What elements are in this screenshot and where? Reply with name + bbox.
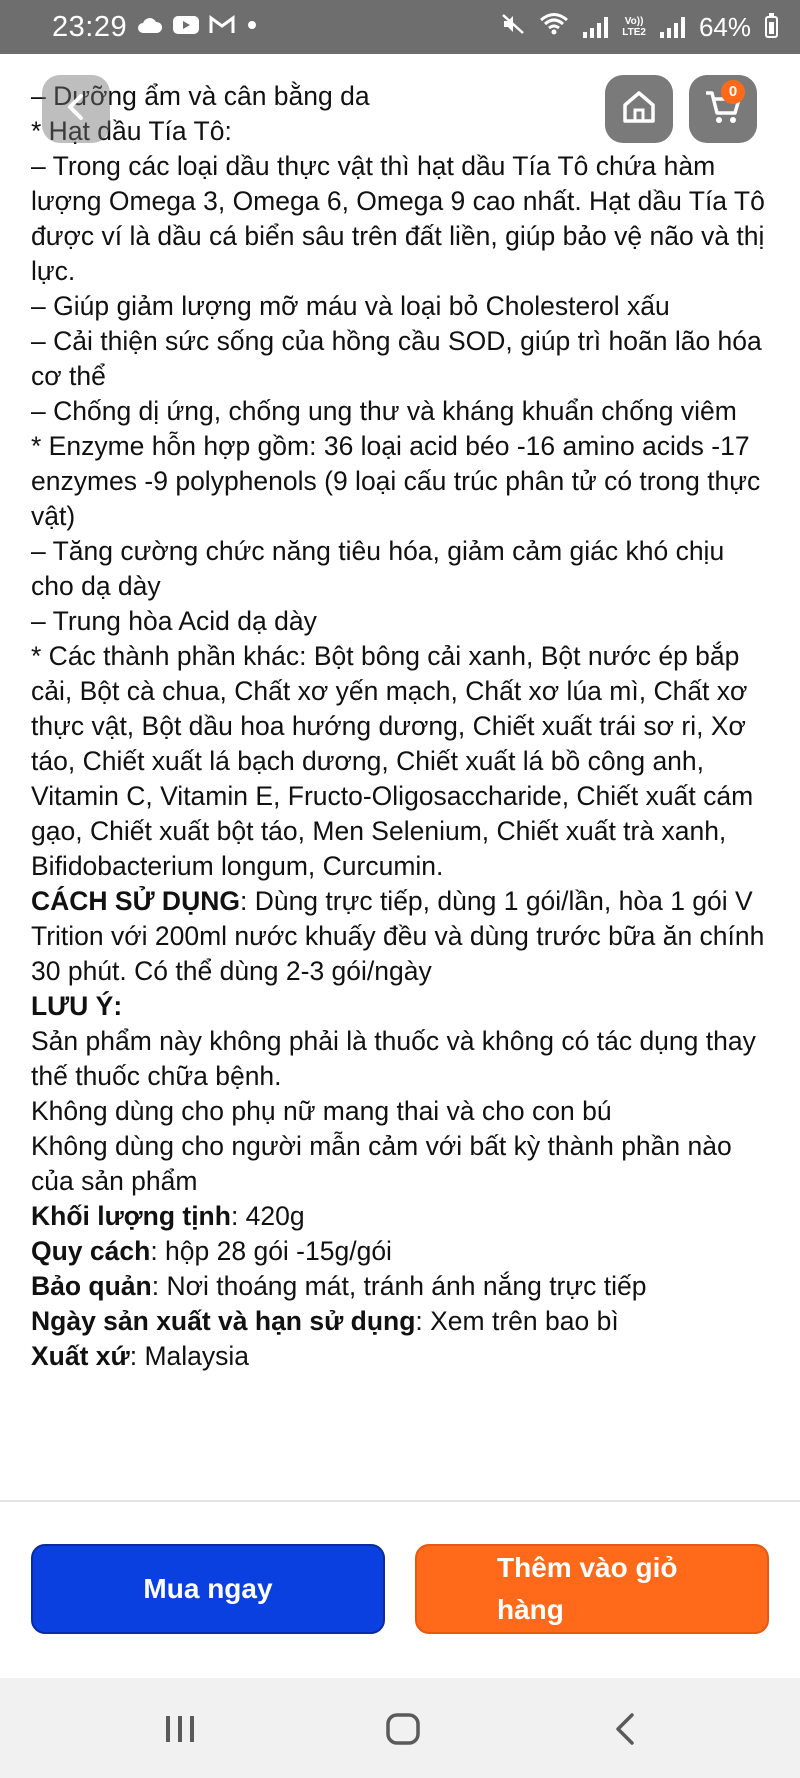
home-nav-icon[interactable] [385, 1712, 421, 1751]
note-heading [31, 989, 771, 1024]
spec-value: : hộp 28 gói -15g/gói [150, 1236, 392, 1266]
status-bar-right [501, 12, 778, 43]
spec-value: : Xem trên bao bì [415, 1306, 619, 1336]
description-line: * Hạt dầu Tía Tô: [31, 116, 232, 146]
dot-icon [245, 18, 259, 37]
product-description [31, 79, 771, 1374]
buy-now-button[interactable]: Mua ngay [31, 1544, 385, 1634]
battery-icon [765, 16, 778, 38]
cloud-icon [137, 16, 163, 39]
note-line: Sản phẩm này không phải là thuốc và không có tác dụng thay thế thuốc chữa bệnh. [31, 1026, 756, 1091]
spec-value: : 420g [230, 1201, 305, 1231]
description-line: – Dưỡng ẩm và cân bằng da [31, 81, 370, 111]
note-label: LƯU Ý: [31, 991, 123, 1021]
spec-row [31, 1304, 771, 1339]
spec-label: Xuất xứ [31, 1341, 130, 1371]
description-line: – Cải thiện sức sống của hồng cầu SOD, giúp trì hoãn lão hóa cơ thể [31, 326, 762, 391]
spec-value: : Nơi thoáng mát, tránh ánh nắng trực tiếp [151, 1271, 647, 1301]
back-button[interactable] [42, 75, 110, 143]
mute-icon [501, 12, 525, 43]
add-to-cart-label: Thêm vào giỏ hàng [497, 1552, 678, 1625]
network-label: Vo)) LTE2 [622, 16, 646, 38]
battery-percent: 64% [698, 11, 751, 42]
usage-text: : Dùng trực tiếp, dùng 1 gói/lần, hòa 1 gói V Trition với 200ml nước khuấy đều và dùng trước bữa ăn chính 30 phút. Có thể dùng 2-3 gói/ngày [31, 886, 765, 986]
spec-row [31, 1199, 771, 1234]
note-line: Không dùng cho người mẫn cảm với bất kỳ thành phần nào của sản phẩm [31, 1131, 732, 1196]
note-line: Không dùng cho phụ nữ mang thai và cho con bú [31, 1096, 612, 1126]
description-line: – Giúp giảm lượng mỡ máu và loại bỏ Cholesterol xấu [31, 291, 670, 321]
status-bar-left [52, 11, 259, 44]
description-line: – Trung hòa Acid dạ dày [31, 606, 317, 636]
description-line: – Tăng cường chức năng tiêu hóa, giảm cảm giác khó chịu cho dạ dày [31, 536, 725, 601]
description-line: – Trong các loại dầu thực vật thì hạt dầu Tía Tô chứa hàm lượng Omega 3, Omega 6, Omega 9 cao nhất. Hạt dầu Tía Tô được ví là dầu cá biển sâu trên đất liền, giúp bảo vệ não và thị lực. [31, 151, 765, 286]
spec-value: : Malaysia [129, 1341, 250, 1371]
wifi-icon [539, 12, 569, 43]
cart-count-badge: 0 [721, 80, 745, 104]
description-line: * Enzyme hỗn hợp gồm: 36 loại acid béo -16 amino acids -17 enzymes -9 polyphenols (9 loại cấu trúc phân tử có trong thực vật) [31, 431, 761, 531]
description-line: – Chống dị ứng, chống ung thư và kháng khuẩn chống viêm [31, 396, 737, 426]
spec-row [31, 1269, 771, 1304]
description-line: * Các thành phần khác: Bột bông cải xanh, Bột nước ép bắp cải, Bột cà chua, Chất xơ yến mạch, Chất xơ lúa mì, Chất xơ thực vật, Bột dầu hoa hướng dương, Chiết xuất trái sơ ri, Xơ táo, Chiết xuất lá bạch dương, Chiết xuất lá bồ công anh, Vitamin C, Vitamin E, Fructo-Oligosaccharide, Chiết xuất cám gạo, Chiết xuất bột táo, Men Selenium, Chiết xuất trà xanh, Bifidobacterium longum, Curcumin. [31, 641, 754, 881]
youtube-icon [173, 15, 199, 40]
signal-icon [583, 16, 608, 38]
home-button[interactable] [605, 75, 673, 143]
spec-label: Khối lượng tịnh [31, 1201, 231, 1231]
spec-row [31, 1339, 771, 1374]
recent-apps-icon[interactable] [163, 1714, 197, 1749]
cart-button[interactable] [689, 75, 757, 143]
status-time: 23:29 [52, 10, 128, 43]
spec-label: Bảo quản [31, 1271, 152, 1301]
spec-label: Ngày sản xuất và hạn sử dụng [31, 1306, 416, 1336]
status-bar [0, 0, 800, 54]
spec-row [31, 1234, 771, 1269]
chevron-left-icon [61, 92, 91, 127]
usage-label: CÁCH SỬ DỤNG [31, 886, 240, 916]
gmail-icon [209, 15, 235, 40]
home-icon [619, 87, 659, 132]
spec-label: Quy cách [31, 1236, 151, 1266]
back-nav-icon[interactable] [612, 1712, 638, 1751]
signal-icon [660, 16, 685, 38]
system-nav-bar [0, 1678, 800, 1778]
usage-paragraph [31, 884, 771, 989]
action-bar [0, 1502, 800, 1678]
add-to-cart-button[interactable] [415, 1544, 769, 1634]
